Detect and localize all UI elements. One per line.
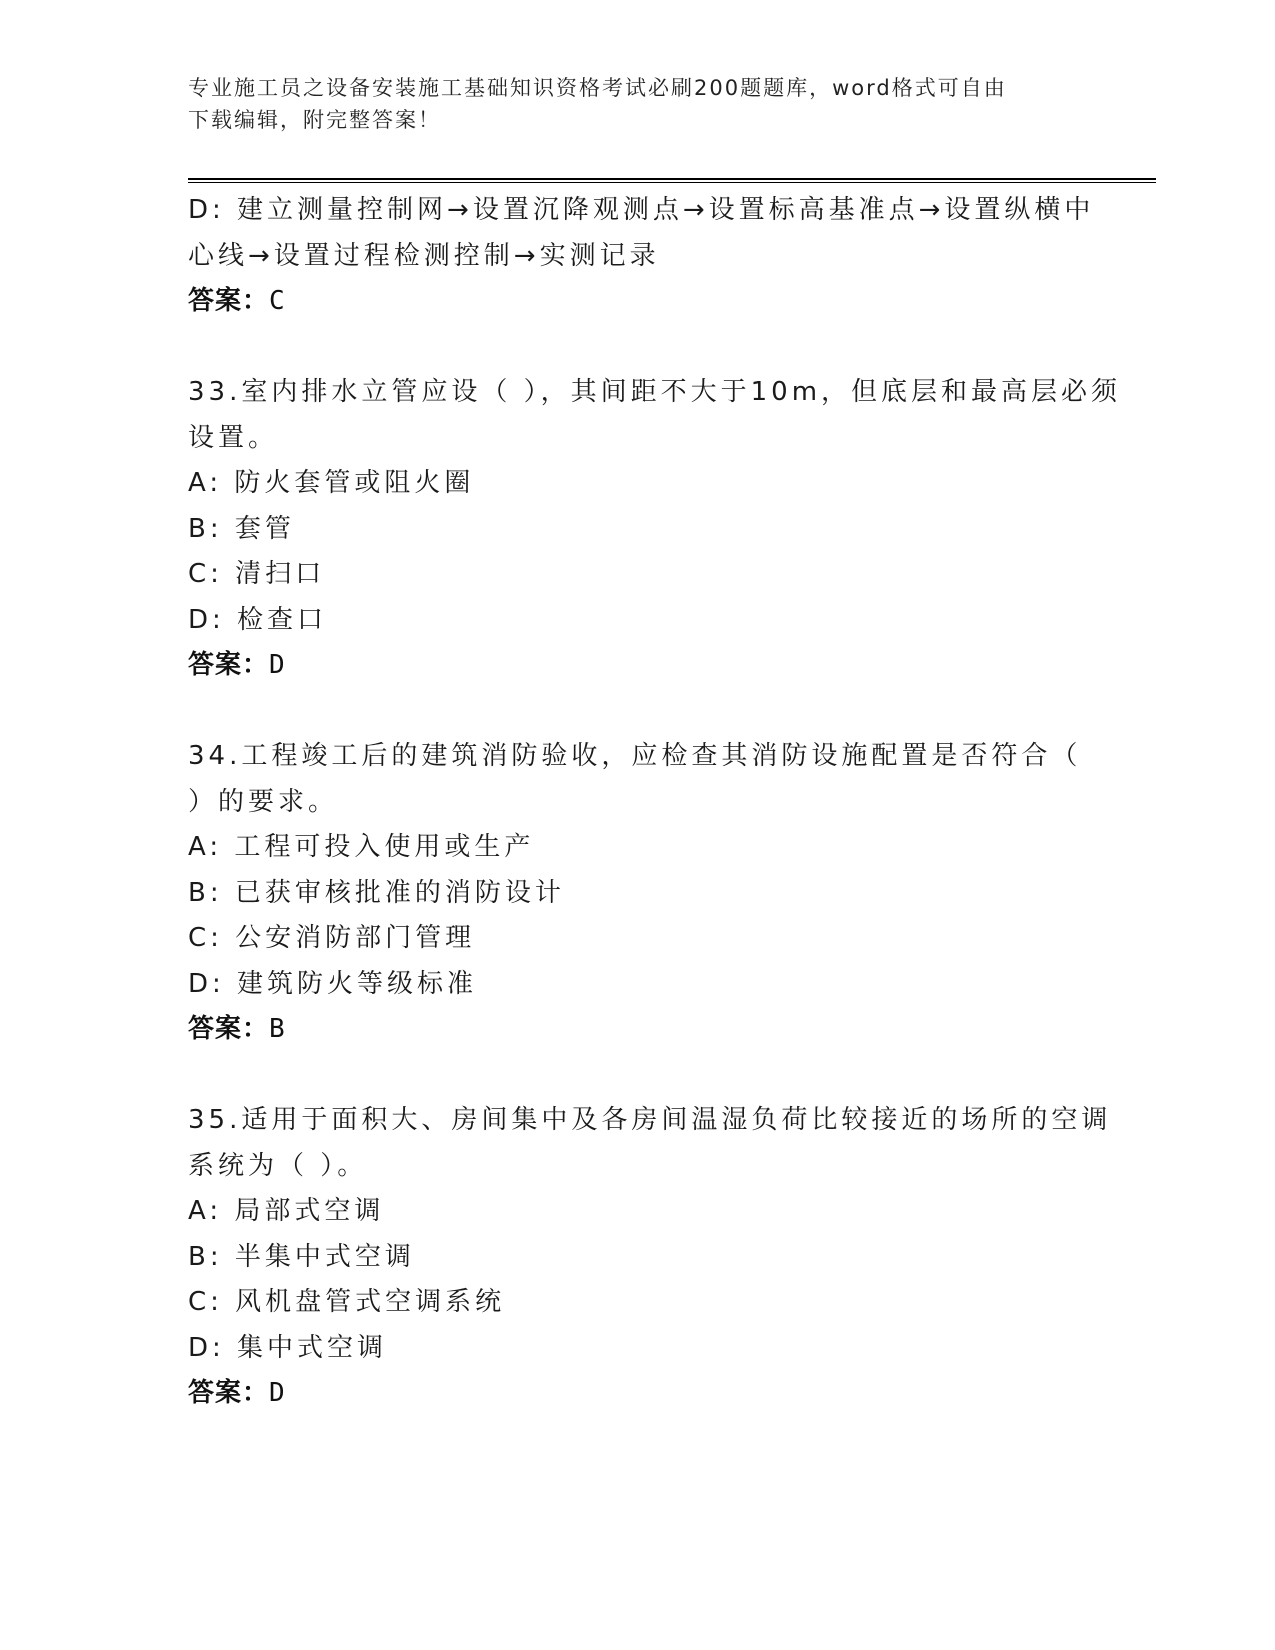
option-d: D: 集中式空调 (188, 1332, 388, 1363)
previous-question-tail (188, 188, 1095, 325)
answer-value: D (269, 1378, 286, 1408)
answer-label: 答案： (188, 1014, 270, 1044)
question-stem-continued: 设置。 (188, 422, 279, 453)
question-stem: 34.工程竣工后的建筑消防验收，应检查其消防设施配置是否符合（ (188, 741, 1082, 771)
answer-label: 答案： (188, 1378, 270, 1408)
option-c: C: 公安消防部门管理 (188, 923, 476, 953)
option-a: A: 局部式空调 (188, 1196, 385, 1226)
question-stem-continued: ）的要求。 (188, 786, 339, 817)
question-stem: 35.适用于面积大、房间集中及各房间温湿负荷比较接近的场所的空调 (188, 1105, 1112, 1135)
option-b: B: 套管 (188, 513, 295, 544)
header-divider (188, 178, 1156, 180)
option-b: B: 已获审核批准的消防设计 (188, 877, 565, 908)
answer-line (188, 1371, 1088, 1417)
answer-value: C (269, 286, 286, 316)
spacer (188, 325, 1088, 371)
answer-line (188, 279, 1088, 325)
question-stem-continued: 系统为（ ）。 (188, 1150, 368, 1181)
header-divider-thin (188, 182, 1156, 183)
option-a: A: 防火套管或阻火圈 (188, 468, 475, 498)
answer-label: 答案： (188, 286, 270, 316)
question-stem: 33.室内排水立管应设（ ），其间距不大于10m，但底层和最高层必须 (188, 377, 1122, 407)
option-d-continued: 心线→设置过程检测控制→实测记录 (188, 240, 660, 271)
answer-line (188, 643, 1088, 689)
header-title-line-1: 专业施工员之设备安装施工基础知识资格考试必刷200题题库，word格式可自由 (188, 76, 1007, 100)
answer-value: D (269, 650, 286, 680)
question-33 (188, 370, 1122, 689)
option-d: D: 建立测量控制网→设置沉降观测点→设置标高基准点→设置纵横中 (188, 195, 1095, 225)
document-header (188, 72, 1068, 136)
question-35 (188, 1098, 1112, 1417)
question-34 (188, 734, 1088, 1053)
spacer (188, 1053, 1088, 1099)
option-b: B: 半集中式空调 (188, 1241, 415, 1272)
option-c: C: 清扫口 (188, 559, 326, 589)
option-c: C: 风机盘管式空调系统 (188, 1287, 506, 1317)
header-title-line-2: 下载编辑，附完整答案！ (188, 108, 441, 132)
option-d: D: 建筑防火等级标准 (188, 968, 478, 999)
answer-label: 答案： (188, 650, 270, 680)
question-list (188, 188, 1122, 1417)
option-a: A: 工程可投入使用或生产 (188, 832, 535, 862)
answer-value: B (269, 1014, 286, 1044)
spacer (188, 689, 1088, 735)
option-d: D: 检查口 (188, 604, 328, 635)
answer-line (188, 1007, 1088, 1053)
